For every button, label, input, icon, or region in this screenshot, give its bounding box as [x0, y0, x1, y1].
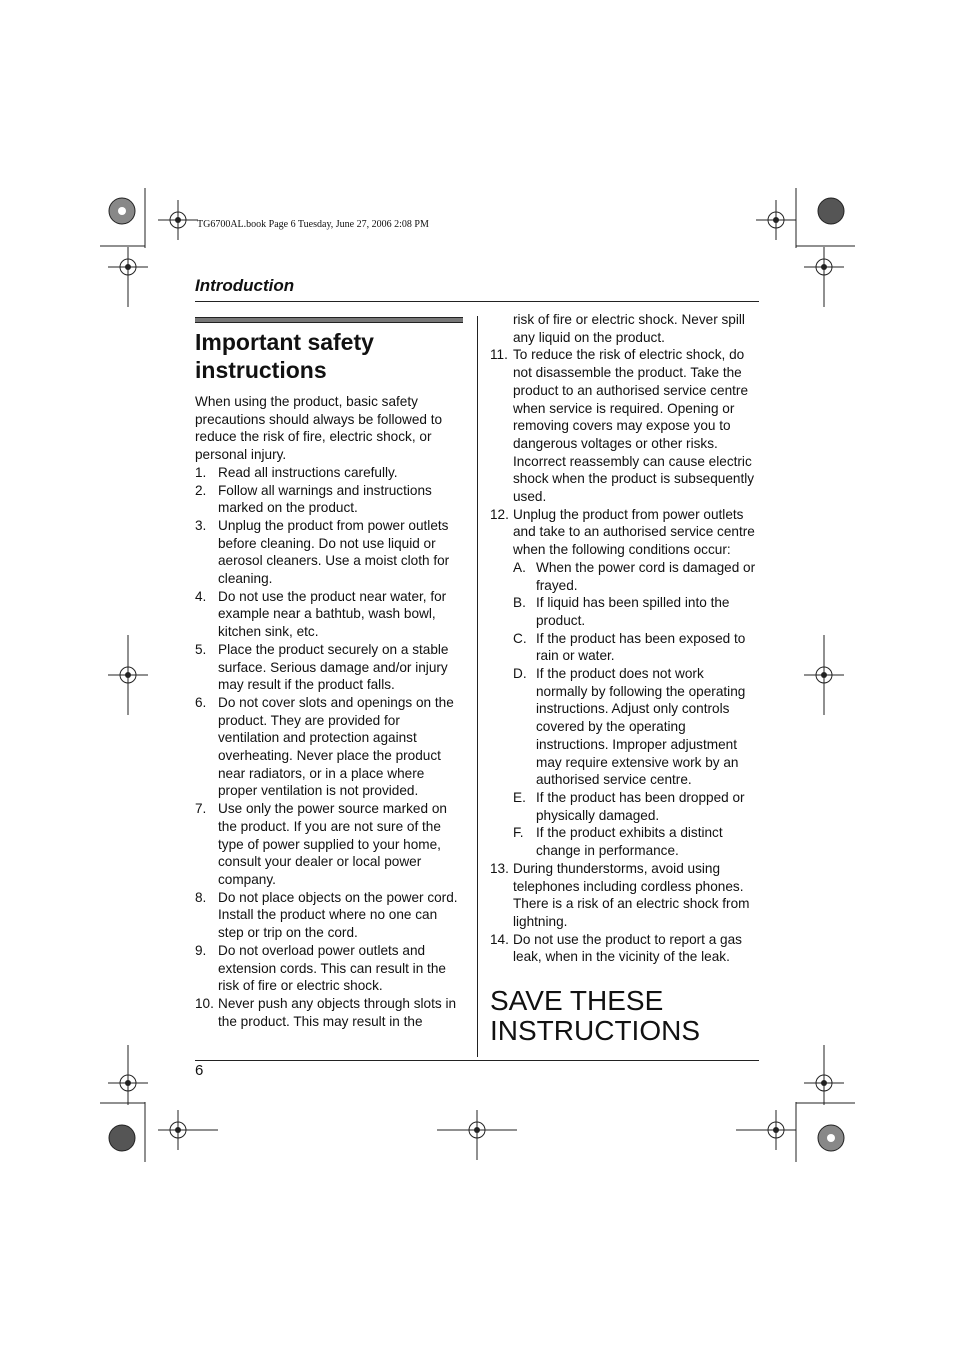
item-number: 6.: [195, 694, 207, 710]
list-item: [195, 641, 463, 694]
crosshair-icon: [804, 635, 844, 715]
item-text: Do not use the product near water, for example near a bathtub, wash bowl, kitchen sink, etc.: [218, 588, 447, 640]
list-item: [195, 889, 463, 942]
list-item: [490, 931, 758, 966]
list-item: [195, 588, 463, 641]
item-text: Follow all warnings and instructions marked on the product.: [218, 482, 432, 516]
page-title: Important safety instructions: [195, 329, 374, 383]
item-number: 7.: [195, 801, 207, 817]
item-number: 10.: [195, 995, 214, 1011]
sub-item-letter: D.: [513, 666, 527, 682]
footer-rule: [195, 1060, 759, 1061]
crosshair-icon: [437, 1110, 517, 1160]
list-item: [490, 860, 758, 931]
sub-item-letter: C.: [513, 630, 527, 646]
section-header: Introduction: [195, 276, 295, 295]
sub-item-letter: A.: [513, 559, 526, 575]
item-text: To reduce the risk of electric shock, do not disassemble the product. Take the product to an authorised service centre when service is required. Opening or removing covers may expose you to dangerous voltages or other risks. Incorrect reassembly can cause electric shock when the product is subsequently used.: [513, 347, 755, 505]
sub-list-item: [490, 559, 758, 594]
sub-item-text: If liquid has been spilled into the product.: [536, 595, 730, 628]
item-text: Use only the power source marked on the product. If you are not sure of the type of power supplied to your home, consult your dealer or local power company.: [218, 801, 447, 887]
registration-mark-icon: [100, 1102, 160, 1162]
column-divider: [477, 316, 478, 1057]
list-item: [490, 346, 758, 505]
crosshair-icon: [108, 247, 148, 307]
page-number: 6: [195, 1062, 204, 1079]
crosshair-icon: [756, 200, 796, 240]
crosshair-icon: [158, 1110, 218, 1150]
sub-item-text: When the power cord is damaged or frayed.: [536, 559, 756, 593]
column-right: [490, 311, 758, 966]
item-number: 11.: [490, 347, 508, 363]
item-number: 9.: [195, 942, 207, 958]
title-rule: [195, 317, 463, 323]
list-item: [195, 995, 463, 1030]
item-text: Never push any objects through slots in the product. This may result in the: [218, 995, 457, 1029]
list-item: [195, 942, 463, 995]
header-rule: [195, 301, 759, 302]
sub-list-item: [490, 630, 758, 665]
sub-list-item: [490, 594, 758, 629]
sub-list-item: [490, 665, 758, 789]
crosshair-icon: [804, 247, 844, 307]
save-instructions-heading: SAVE THESE INSTRUCTIONS: [490, 985, 700, 1046]
crosshair-icon: [804, 1045, 844, 1105]
item-number: 13.: [490, 860, 509, 876]
item-number: 1.: [195, 464, 207, 480]
item-number: 14.: [490, 931, 509, 947]
item-text: Read all instructions carefully.: [218, 464, 398, 480]
item-text: Do not overload power outlets and extension cords. This can result in the risk of fire or electric shock.: [218, 942, 446, 994]
sub-item-text: If the product does not work normally by following the operating instructions. Adjust only controls covered by the operating instructions. Improper adjustment may require extensive work by an authorised service centre.: [536, 666, 746, 788]
registration-mark-icon: [795, 1102, 855, 1162]
item-text: Do not cover slots and openings on the product. They are provided for ventilation and protection against overheating. Never place the product near radiators, or in a place where proper ventilation is not provided.: [218, 694, 454, 799]
list-item: [195, 517, 463, 588]
crosshair-icon: [108, 635, 148, 715]
sub-list-item: [490, 789, 758, 824]
list-item: [195, 694, 463, 800]
sub-item-text: If the product has been exposed to rain or water.: [536, 630, 746, 664]
list-item: [195, 482, 463, 517]
item-10-continued: risk of fire or electric shock. Never spill any liquid on the product.: [513, 312, 745, 345]
registration-mark-icon: [100, 188, 160, 248]
sub-item-letter: B.: [513, 595, 526, 611]
item-text: Unplug the product from power outlets and take to an authorised service centre when the following conditions occur:: [513, 506, 755, 558]
sub-item-letter: F.: [513, 825, 524, 841]
item-text: Place the product securely on a stable surface. Serious damage and/or injury may result if the product falls.: [218, 641, 449, 693]
item-number: 4.: [195, 588, 207, 604]
item-text: Do not use the product to report a gas leak, when in the vicinity of the leak.: [513, 931, 742, 965]
item-number: 5.: [195, 641, 207, 657]
crosshair-icon: [736, 1110, 796, 1150]
intro-paragraph: When using the product, basic safety precautions should always be followed to reduce the risk of fire, electric shock, or personal injury.: [195, 394, 443, 463]
list-item: [490, 506, 758, 559]
sub-item-text: If the product exhibits a distinct change in performance.: [536, 825, 723, 859]
sub-item-text: If the product has been dropped or physically damaged.: [536, 789, 745, 823]
sub-item-letter: E.: [513, 789, 526, 805]
item-number: 8.: [195, 889, 207, 905]
sub-list-item: [490, 824, 758, 859]
list-item: [195, 800, 463, 889]
crosshair-icon: [158, 200, 198, 240]
list-item: [195, 464, 463, 482]
item-number: 12.: [490, 506, 509, 522]
file-info: TG6700AL.book Page 6 Tuesday, June 27, 2006 2:08 PM: [197, 219, 429, 230]
item-text: During thunderstorms, avoid using telephones including cordless phones. There is a risk of an electric shock from lightning.: [513, 860, 750, 929]
item-number: 2.: [195, 482, 207, 498]
registration-mark-icon: [795, 188, 855, 248]
item-number: 3.: [195, 517, 207, 533]
column-left: [195, 393, 463, 1030]
item-text: Do not place objects on the power cord. Install the product where no one can step or trip on the cord.: [218, 889, 458, 941]
item-text: Unplug the product from power outlets before cleaning. Do not use liquid or aerosol cleaners. Use a moist cloth for cleaning.: [218, 517, 450, 587]
crosshair-icon: [108, 1045, 148, 1105]
